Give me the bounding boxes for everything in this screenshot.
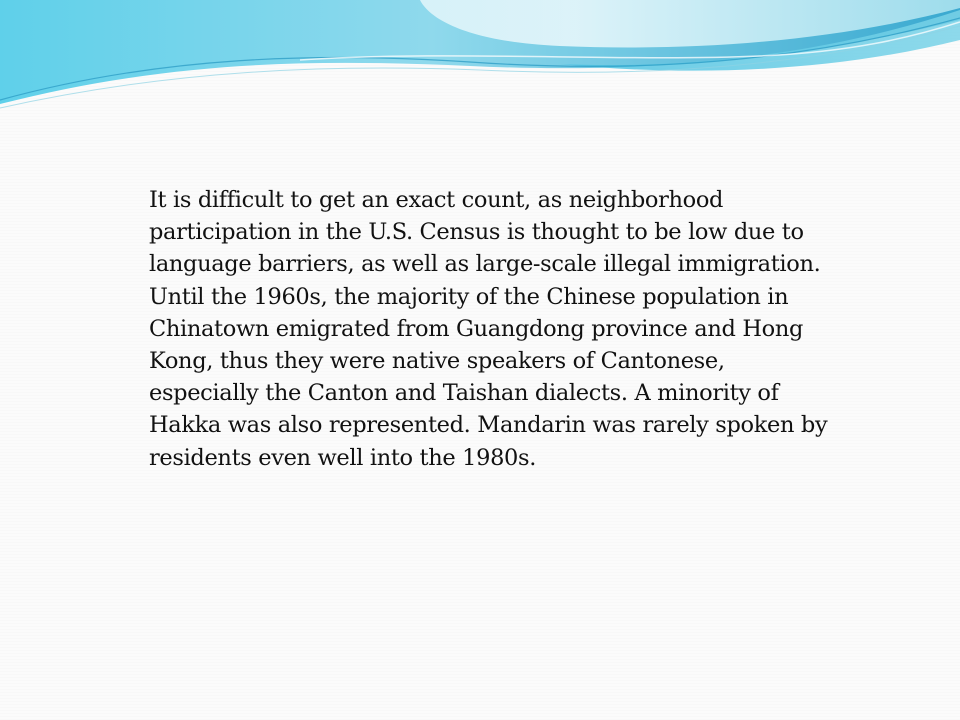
body-text: It is difficult to get an exact count, as neighborhood participation in the U.S. Census is thought to be low due to language barriers, as well as large-scale illegal immigration. Until the 1960s, the majority of the Chinese population in Chinatown emigrated from Guangdong province and Hong Kong, thus they were native speakers of Cantonese, especially the Canton and Taishan dialects. A minority of Hakka was also represented. Mandarin was rarely spoken by residents even well into the 1980s. (149, 187, 828, 471)
decorative-wave-header (0, 0, 960, 120)
